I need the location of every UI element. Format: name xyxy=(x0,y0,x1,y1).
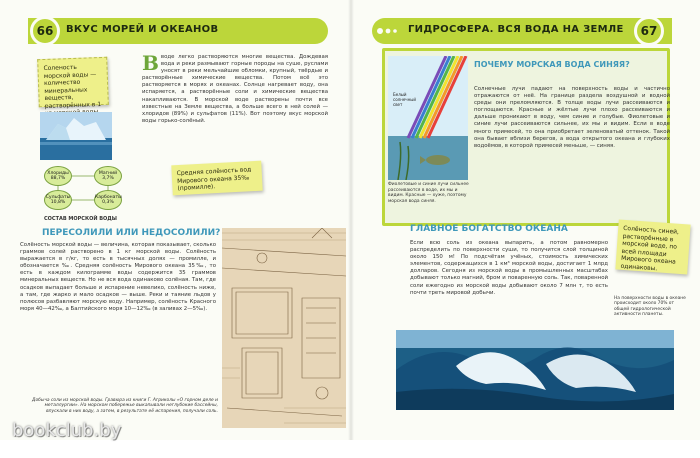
light-refraction-illustration xyxy=(388,56,468,180)
average-salinity-note: Средняя солёность вод Мирового океана 35‰ (промилле). xyxy=(171,161,262,196)
composition-label: Карбонаты xyxy=(95,195,122,200)
site-watermark: bookclub.by xyxy=(12,420,122,441)
composition-value: 0,3% xyxy=(102,200,114,205)
intro-text: воде легко растворяются многие вещества. Дождевая вода и реки размывают горные породы на суше, руслами уносят в реки мельчайшие обломки, крупный, твёрдые и растворённые химические вещества. Потом всё это растворяется в морях и океанах. Солнце нагревает воду, она испаряется, а растворённые соли и химические вещества накапливаются. В морской воде растворены почти все известные на Земле вещества, а больше всего в ней солей — хлоридов (89%) и сульфатов (11%). Вот поэтому вкус морской воды горько-солёный. xyxy=(142,54,328,124)
composition-value: 10,8% xyxy=(50,200,66,205)
composition-label: Магний xyxy=(98,171,118,176)
wave-caption: На поверхности воды в океане происходит около 70% от общей гидрологической активности планеты. xyxy=(614,296,686,318)
composition-caption: СОСТАВ МОРСКОЙ ВОДЫ xyxy=(44,216,117,222)
salinity-definition-note: Соленость морской воды — количество минеральных веществ, растворённых в 1 воды. xyxy=(37,57,109,107)
composition-connector-icon xyxy=(36,164,136,214)
ocean-wealth-text: Если всю соль из океана выпарить, а потом равномерно распределить по поверхности суши, то получится слой толщиной около 150 м! По подсчётам учёных, стоимость химических элементов, содержащихся в 1 км³ морской воды, достигает 1 млрд долларов. Сегодня из морской воды в промышленных масштабах добывают только магний, бром и поваренную соль. Так, поваренной соли ежегодно из морской воды добывают около 7 млн т, то есть почти треть мировой добычи. xyxy=(410,240,608,296)
white-light-label: Белый солнечный свет xyxy=(393,92,417,107)
why-blue-text: Солнечные лучи падают на поверхность воды и частично отражаются от неё. На границе раздела воздушной и водной среды они преломляются. В толще воды лучи рассеиваются и поглощаются. Красные и жёлтые лучи плохо рассеиваются и дальше проникают в воду, чем синие и голубые. Фиолетовые и синие лучи рассеиваются сильнее, их мы и видим. Если в воде много примесей, то она приобретает зеленоватый оттенок. Такой она бывает вблизи берегов, а вода открытого океана и глубоких водоёмов, в которой примесей меньше, — синяя. xyxy=(474,86,670,149)
book-gutter xyxy=(348,0,354,440)
left-page-number: 66 xyxy=(30,16,60,46)
salinity-section-text: Солёность морской воды — величина, которая показывает, сколько граммов солей растворено в 1 кг морской воды. Солёность выражается в г/кг, то есть в тысячных долях — промилле, и обозначается ‰. Средняя солёность Мирового океана 35‰, то есть в каждом килограмме воды содержится 35 граммов минеральных веществ. Но не вся вода одинаково солёная. Там, где осадков выпадает больше и испарение невелико, солёность ниже, а там, где жарко и мало осадков — выше. Реки и таяние льдов у полюсов разбавляют морскую воду. Например, солёность Красного моря 40—42‰, а Балтийского моря 10—12‰ (в заливах 2—5‰). xyxy=(20,242,216,312)
why-blue-heading: ПОЧЕМУ МОРСКАЯ ВОДА СИНЯЯ? xyxy=(474,60,630,69)
composition-value: 88,7% xyxy=(50,176,66,181)
engraving-caption: Добыча соли из морской воды. Гравюра из книги Г. Агриколы «О горном деле и металлургии». На морском побережье выкапывали неглубокие бассейны, впускали в них воду, а затем, в результате её испарения, получали соль. xyxy=(32,398,218,414)
ocean-wealth-heading: ГЛАВНОЕ БОГАТСТВО ОКЕАНА xyxy=(410,224,568,234)
composition-diagram xyxy=(36,164,136,214)
bubble-dots-icon xyxy=(376,26,400,36)
salt-mining-engraving xyxy=(222,228,346,428)
composition-label: Хлориды xyxy=(47,171,69,176)
salt-ratio-note: Солёность синей, растворённые в морской воде, по всей площади Мирового океана одинаковы. xyxy=(615,220,690,275)
ocean-wave-photo xyxy=(396,330,674,410)
left-page-title: ВКУС МОРЕЙ И ОКЕАНОВ xyxy=(66,24,219,35)
intro-dropcap: В xyxy=(142,51,159,75)
composition-label: Сульфаты xyxy=(45,195,71,200)
refraction-caption: Фиолетовые и синие лучи сильнее рассеиваются в воде, их мы и видим. Красные — хуже, поэтому морская вода синяя. xyxy=(388,182,469,204)
bottom-strip xyxy=(0,440,700,458)
salinity-section-heading: ПЕРЕСОЛИЛИ ИЛИ НЕДОСОЛИЛИ? xyxy=(42,228,221,238)
right-page-title: ГИДРОСФЕРА. ВСЯ ВОДА НА ЗЕМЛЕ xyxy=(408,24,624,35)
intro-paragraph xyxy=(142,51,328,125)
composition-value: 3,7% xyxy=(102,176,114,181)
right-page-number: 67 xyxy=(634,16,664,46)
iceberg-photo xyxy=(40,112,112,160)
